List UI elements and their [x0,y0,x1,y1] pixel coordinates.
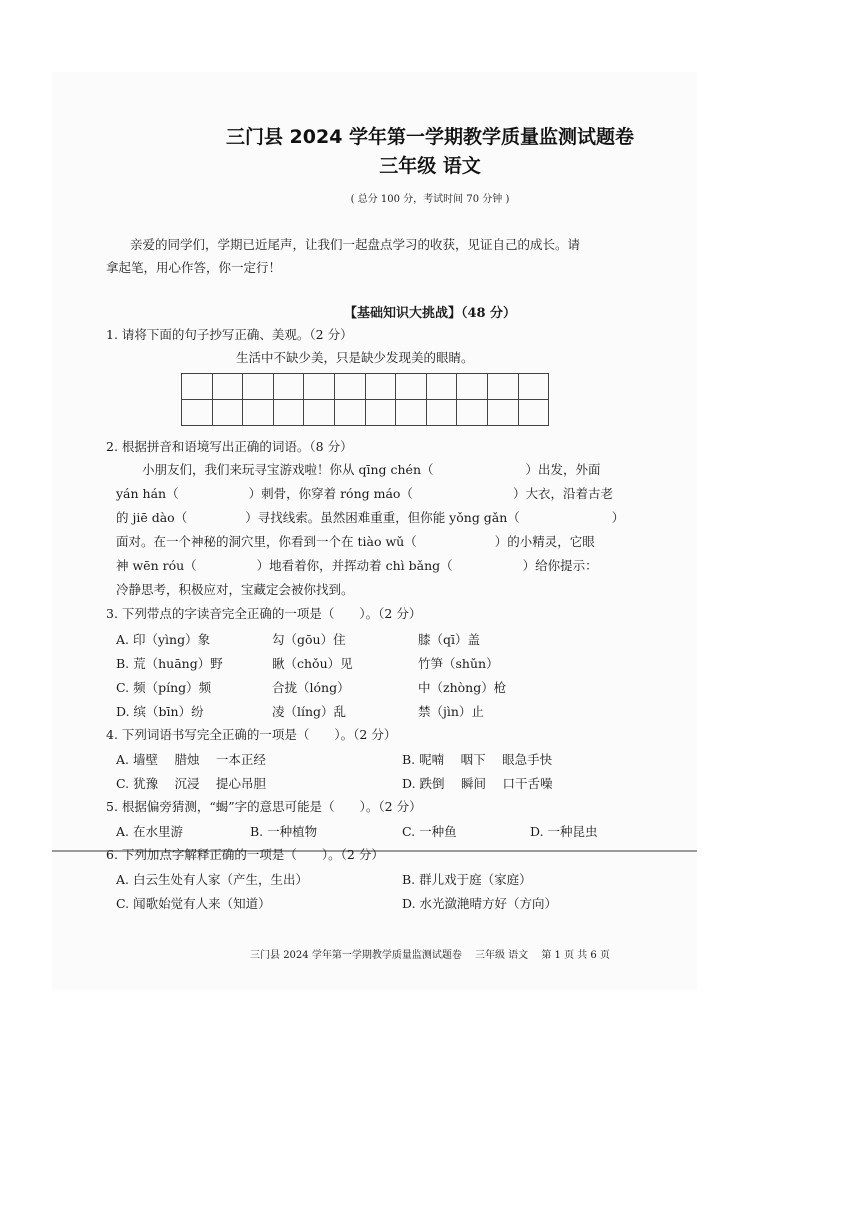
q3-b-1: B. 荒（huāng）野 [116,656,223,671]
exam-meta: ( 总分 100 分，考试时间 70 分钟 ) [350,194,510,205]
q5-option-c: C. 一种鱼 [402,824,457,839]
q3-b-2: 瞅（chǒu）见 [272,656,353,671]
q2-prompt: 2. 根据拼音和语境写出正确的词语。（8 分） [106,439,353,454]
copy-grid[interactable] [181,373,549,426]
q5-option-a: A. 在水里游 [116,824,183,839]
section-heading: 【基础知识大挑战】（48 分） [343,306,517,321]
q2-line-5: 神 wēn róu（ ）地看着你，并挥动着 chì bǎng（ ）给你提示： [116,558,598,573]
q3-d-1: D. 缤（bīn）纷 [116,704,204,719]
q6-option-c: C. 闻歌始觉有人来（知道） [116,896,271,911]
q4-option-d: D. 跌倒 瞬间 口干舌噪 [402,776,553,791]
q3-d-3: 禁（jìn）止 [418,704,484,719]
q3-c-2: 合拢（lóng） [272,680,350,695]
q4-option-b: B. 呢喃 咽下 眼急手快 [402,752,553,767]
q5-option-d: D. 一种昆虫 [530,824,598,839]
q6-option-d: D. 水光潋滟晴方好（方向） [402,896,558,911]
q3-c-3: 中（zhòng）枪 [418,680,507,695]
q4-option-c: C. 犹豫 沉浸 提心吊胆 [116,776,267,791]
q3-a-3: 膝（qī）盖 [418,632,480,647]
q3-a-2: 勾（gōu）住 [272,632,346,647]
q1-prompt: 1. 请将下面的句子抄写正确、美观。（2 分） [106,327,353,342]
q5-option-b: B. 一种植物 [250,824,318,839]
q2-line-1: 小朋友们，我们来玩寻宝游戏啦！你从 qīng chén（ ）出发，外面 [142,462,601,477]
q3-b-3: 竹笋（shǔn） [418,656,499,671]
q2-line-2: yán hán（ ）刺骨，你穿着 róng máo（ ）大衣，沿着古老 [116,486,613,501]
intro-line-2: 拿起笔，用心作答，你一定行！ [106,260,282,275]
q2-line-3: 的 jiē dào（ ）寻找线索。虽然困难重重，但你能 yǒng gǎn（ ） [116,510,625,525]
page-footer: 三门县 2024 学年第一学期教学质量监测试题卷 三年级 语文 第 1 页 共 6 页 [250,950,610,961]
q6-option-b: B. 群儿戏于庭（家庭） [402,872,532,887]
exam-subtitle: 三年级 语文 [379,155,481,177]
q3-d-2: 凌（líng）乱 [272,704,347,719]
q5-prompt: 5. 根据偏旁猜测，“蝎”字的意思可能是（ ）。（2 分） [106,799,422,814]
q4-option-a: A. 墙壁 腊烛 一本正经 [116,752,266,767]
q6-prompt: 6. 下列加点字解释正确的一项是（ ）。（2 分） [106,847,384,862]
q3-a-1: A. 印（yìng）象 [116,632,211,647]
q2-line-6: 冷静思考，积极应对，宝藏定会被你找到。 [116,582,354,597]
q3-prompt: 3. 下列带点的字读音完全正确的一项是（ ）。（2 分） [106,606,422,621]
q3-c-1: C. 频（píng）频 [116,680,212,695]
intro-line-1: 亲爱的同学们，学期已近尾声，让我们一起盘点学习的收获，见证自己的成长。请 [130,237,581,252]
q6-option-a: A. 白云生处有人家（产生，生出） [116,872,308,887]
q4-prompt: 4. 下列词语书写完全正确的一项是（ ）。（2 分） [106,727,397,742]
q1-sentence: 生活中不缺少美，只是缺少发现美的眼睛。 [236,350,474,365]
q2-line-4: 面对。在一个神秘的洞穴里，你看到一个在 tiào wǔ（ ）的小精灵，它眼 [116,534,595,549]
exam-title: 三门县 2024 学年第一学期教学质量监测试题卷 [225,126,635,148]
